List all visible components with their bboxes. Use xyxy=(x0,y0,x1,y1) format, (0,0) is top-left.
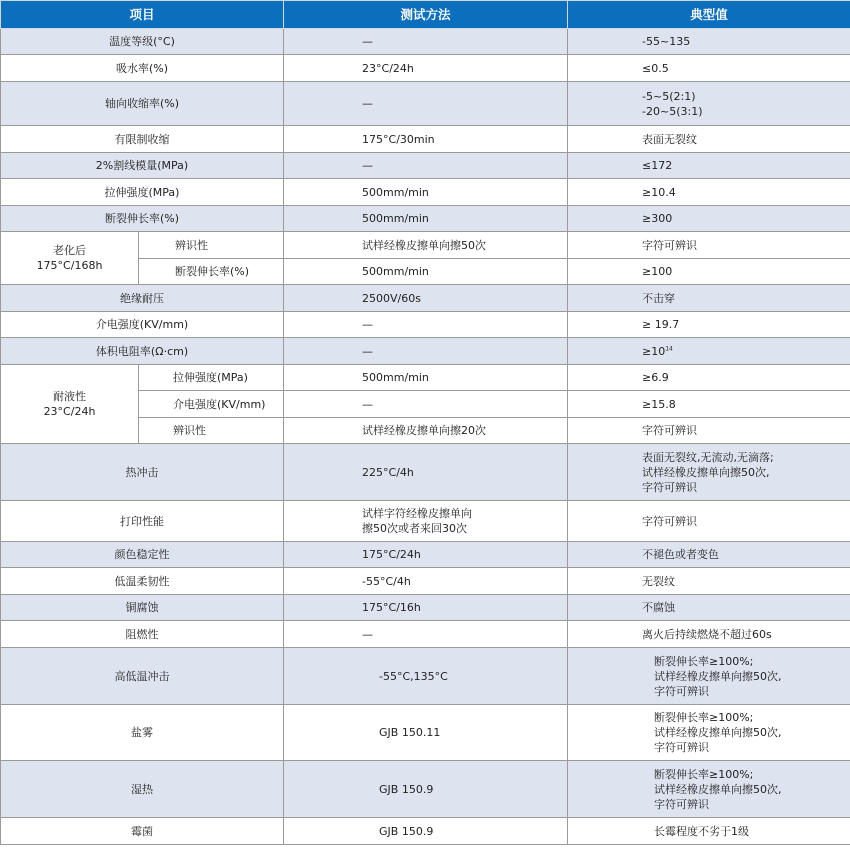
method-cell: 500mm/min xyxy=(284,259,568,285)
table-header-row xyxy=(1,1,850,29)
group-label: 老化后 xyxy=(53,244,86,257)
value-line: 字符可辨识 xyxy=(642,480,698,494)
sub-param-cell: 断裂伸长率(%) xyxy=(139,259,284,285)
param-cell: 阻燃性 xyxy=(1,621,284,648)
value-base: ≥10 xyxy=(642,344,666,358)
table-row xyxy=(1,568,850,595)
value-line: 断裂伸长率≥100%; xyxy=(654,711,754,724)
header-method: 测试方法 xyxy=(284,1,568,29)
value-cell xyxy=(568,761,850,818)
value-cell xyxy=(568,338,850,365)
group-cell-fluid xyxy=(1,365,139,444)
method-line: 擦50次或者来回30次 xyxy=(362,522,468,535)
value-cell xyxy=(568,82,850,126)
param-cell: 体积电阻率(Ω·cm) xyxy=(1,338,284,365)
method-cell: 500mm/min xyxy=(284,206,568,232)
value-line: 字符可辨识 xyxy=(654,797,710,811)
group-condition: 23°C/24h xyxy=(43,405,96,418)
value-cell: 长霉程度不劣于1级 xyxy=(568,818,850,845)
value-line: 字符可辨识 xyxy=(654,741,710,754)
value-line: 表面无裂纹,无流动,无滴落; xyxy=(642,450,774,464)
table-row xyxy=(1,29,850,55)
param-cell: 2%割线模量(MPa) xyxy=(1,153,284,179)
value-cell: 字符可辨识 xyxy=(568,232,850,259)
param-cell: 颜色稳定性 xyxy=(1,542,284,568)
value-cell: 字符可辨识 xyxy=(568,418,850,444)
param-cell: 打印性能 xyxy=(1,501,284,542)
param-cell: 高低温冲击 xyxy=(1,648,284,705)
method-cell: 试样经橡皮擦单向擦20次 xyxy=(284,418,568,444)
value-cell: 不击穿 xyxy=(568,285,850,312)
value-cell: ≥10.4 xyxy=(568,179,850,206)
value-cell: -55~135 xyxy=(568,29,850,55)
value-cell: 不褪色或者变色 xyxy=(568,542,850,568)
param-cell: 低温柔韧性 xyxy=(1,568,284,595)
value-cell: ≥ 19.7 xyxy=(568,312,850,338)
method-cell: 175°C/16h xyxy=(284,595,568,621)
method-cell: 500mm/min xyxy=(284,365,568,391)
param-cell: 盐雾 xyxy=(1,705,284,761)
param-cell: 温度等级(°C) xyxy=(1,29,284,55)
value-line: 断裂伸长率≥100%; xyxy=(654,654,754,668)
param-cell: 拉伸强度(MPa) xyxy=(1,179,284,206)
param-cell: 湿热 xyxy=(1,761,284,818)
param-cell: 绝缘耐压 xyxy=(1,285,284,312)
param-cell: 铜腐蚀 xyxy=(1,595,284,621)
value-line: 试样经橡皮擦单向擦50次, xyxy=(642,465,770,479)
table-row xyxy=(1,55,850,82)
method-cell: 175°C/24h xyxy=(284,542,568,568)
table-row xyxy=(1,595,850,621)
param-cell: 热冲击 xyxy=(1,444,284,501)
method-cell: GJB 150.9 xyxy=(284,761,568,818)
table-row xyxy=(1,761,850,818)
table-row xyxy=(1,232,850,259)
method-cell: GJB 150.9 xyxy=(284,818,568,845)
table-row xyxy=(1,621,850,648)
table-row xyxy=(1,285,850,312)
value-line: 试样经橡皮擦单向擦50次, xyxy=(654,726,782,739)
value-exponent: 14 xyxy=(665,344,673,352)
value-line: 字符可辨识 xyxy=(654,684,710,698)
method-cell: 175°C/30min xyxy=(284,126,568,153)
table-row xyxy=(1,206,850,232)
table-row xyxy=(1,312,850,338)
method-cell: 2500V/60s xyxy=(284,285,568,312)
value-line: -5~5(2:1) xyxy=(642,89,696,103)
param-cell: 轴向收缩率(%) xyxy=(1,82,284,126)
value-line: 试样经橡皮擦单向擦50次, xyxy=(654,782,782,796)
group-condition: 175°C/168h xyxy=(36,259,103,272)
value-cell: ≤172 xyxy=(568,153,850,179)
value-cell: ≥6.9 xyxy=(568,365,850,391)
method-cell: — xyxy=(284,338,568,365)
method-cell: — xyxy=(284,391,568,418)
table-row xyxy=(1,126,850,153)
value-cell: ≥300 xyxy=(568,206,850,232)
value-cell xyxy=(568,444,850,501)
value-cell: 离火后持续燃烧不超过60s xyxy=(568,621,850,648)
value-cell: ≥100 xyxy=(568,259,850,285)
method-cell: — xyxy=(284,153,568,179)
value-line: 试样经橡皮擦单向擦50次, xyxy=(654,669,782,683)
value-cell: 不腐蚀 xyxy=(568,595,850,621)
method-cell: 试样经橡皮擦单向擦50次 xyxy=(284,232,568,259)
sub-param-cell: 辨识性 xyxy=(139,232,284,259)
method-cell: — xyxy=(284,82,568,126)
table-row xyxy=(1,153,850,179)
method-cell: 225°C/4h xyxy=(284,444,568,501)
method-cell xyxy=(284,501,568,542)
table-row xyxy=(1,818,850,845)
param-cell: 介电强度(KV/mm) xyxy=(1,312,284,338)
table-row xyxy=(1,179,850,206)
method-cell: 23°C/24h xyxy=(284,55,568,82)
table-row xyxy=(1,501,850,542)
sub-param-cell: 介电强度(KV/mm) xyxy=(139,391,284,418)
value-cell: 无裂纹 xyxy=(568,568,850,595)
method-cell: GJB 150.11 xyxy=(284,705,568,761)
value-cell: ≤0.5 xyxy=(568,55,850,82)
header-param: 项目 xyxy=(1,1,284,29)
method-line: 试样字符经橡皮擦单向 xyxy=(362,507,473,520)
value-cell: 表面无裂纹 xyxy=(568,126,850,153)
value-line: 断裂伸长率≥100%; xyxy=(654,767,754,781)
table-row xyxy=(1,542,850,568)
method-cell: -55°C/4h xyxy=(284,568,568,595)
table-row xyxy=(1,444,850,501)
table-row xyxy=(1,705,850,761)
header-value: 典型值 xyxy=(568,1,850,29)
param-cell: 吸水率(%) xyxy=(1,55,284,82)
param-cell: 有限制收缩 xyxy=(1,126,284,153)
value-line: -20~5(3:1) xyxy=(642,104,703,118)
param-cell: 断裂伸长率(%) xyxy=(1,206,284,232)
value-cell: 字符可辨识 xyxy=(568,501,850,542)
sub-param-cell: 辨识性 xyxy=(139,418,284,444)
table-row xyxy=(1,82,850,126)
method-cell: — xyxy=(284,312,568,338)
method-cell: — xyxy=(284,29,568,55)
value-cell xyxy=(568,705,850,761)
group-cell-aging xyxy=(1,232,139,285)
table-row xyxy=(1,648,850,705)
table-row xyxy=(1,365,850,391)
value-cell xyxy=(568,648,850,705)
method-cell: — xyxy=(284,621,568,648)
group-label: 耐液性 xyxy=(53,390,86,403)
sub-param-cell: 拉伸强度(MPa) xyxy=(139,365,284,391)
table-row xyxy=(1,338,850,365)
param-cell: 霉菌 xyxy=(1,818,284,845)
value-cell: ≥15.8 xyxy=(568,391,850,418)
method-cell: -55°C,135°C xyxy=(284,648,568,705)
method-cell: 500mm/min xyxy=(284,179,568,206)
